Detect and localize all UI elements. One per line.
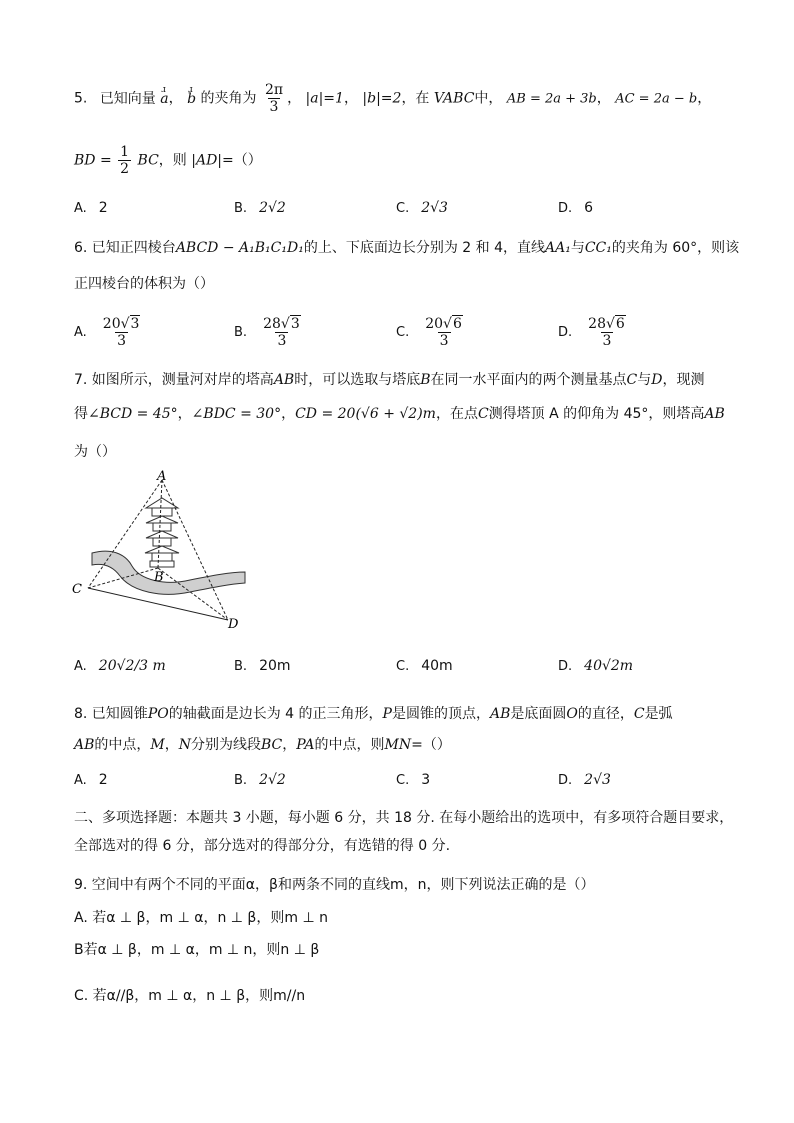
q9-stem: 9. 空间中有两个不同的平面α，β和两条不同的直线m，n，则下列说法正确的是（） [74,877,595,893]
q8-option-d[interactable]: D. 2√3 [558,772,611,788]
q6-option-b[interactable]: B. $\frac{28√3}{3}$ [234,315,300,349]
tower-figure [70,468,250,633]
q6-option-d[interactable]: D. $\frac{28√6}{3}$ [558,315,625,349]
q6-options [74,312,734,352]
q5-option-c[interactable]: C. 2√3 [396,200,448,216]
q5-line2: BD = $\frac{1}{2}$ BC，则 |AD|=（） [74,144,262,177]
q7-line3: 为（） [74,444,116,460]
q8-option-a[interactable]: A. 2 [74,772,108,788]
q5-option-a[interactable]: A. 2 [74,200,108,216]
q6-line2: 正四棱台的体积为（） [74,276,214,292]
q8-option-b[interactable]: B. 2√2 [234,772,286,788]
fig-label-a: A [157,469,167,484]
q6-line1: 6. 已知正四棱台ABCD − A₁B₁C₁D₁的上、下底面边长分别为 2 和 4，直线AA₁与CC₁的夹角为 60°，则该 [74,240,740,256]
q5-line1: 5. 已知向量 ɹ a， ɹ b 的夹角为 $\frac{2\pi}{3}$ ， |a|=1， |b|=2，在 VABC中， AB = 2a + 3b， AC = 2a − b， [74,82,711,115]
q5-option-d[interactable]: D. 6 [558,200,594,216]
q8-line2: AB的中点，M，N分别为线段BC，PA的中点，则MN=（） [74,737,451,753]
q7-option-b[interactable]: B. 20m [234,658,291,674]
q7-options [74,646,734,686]
tower-diagram [70,468,250,633]
q8-option-c[interactable]: C. 3 [396,772,431,788]
q7-option-a[interactable]: A. 20√2/3 m [74,658,166,674]
q7-line1: 7. 如图所示，测量河对岸的塔高AB时，可以选取与塔底B在同一水平面内的两个测量基点C与D，现测 [74,372,705,388]
q5-option-b[interactable]: B. 2√2 [234,200,286,216]
q8-line1: 8. 已知圆锥PO的轴截面是边长为 4 的正三角形，P是圆锥的顶点，AB是底面圆O的直径，C是弧 [74,706,673,722]
q7-option-d[interactable]: D. 40√2m [558,658,634,674]
fig-label-b: B [154,570,164,585]
q6-option-a[interactable]: A. $\frac{20√3}{3}$ [74,315,140,349]
q7-option-c[interactable]: C. 40m [396,658,453,674]
q9-option-a[interactable]: A. 若α ⊥ β，m ⊥ α，n ⊥ β，则m ⊥ n [74,910,328,926]
q7-line2: 得∠BCD = 45°，∠BDC = 30°，CD = 20(√6 + √2)m，在点C测得塔顶 A 的仰角为 45°，则塔高AB [74,406,725,422]
q5-options [74,188,734,228]
q9-option-b[interactable]: B若α ⊥ β，m ⊥ α，m ⊥ n，则n ⊥ β [74,942,320,958]
fig-label-c: C [72,582,82,597]
q9-option-c[interactable]: C. 若α//β，m ⊥ α，n ⊥ β，则m//n [74,988,306,1004]
q6-option-c[interactable]: C. $\frac{20√6}{3}$ [396,315,462,349]
fig-label-d: D [228,617,239,632]
section2-line2: 全部选对的得 6 分，部分选对的得部分分，有选错的得 0 分. [74,838,451,854]
q8-options [74,760,734,800]
section2-line1: 二、多项选择题：本题共 3 小题，每小题 6 分，共 18 分. 在每小题给出的选项中，有多项符合题目要求， [74,810,734,826]
